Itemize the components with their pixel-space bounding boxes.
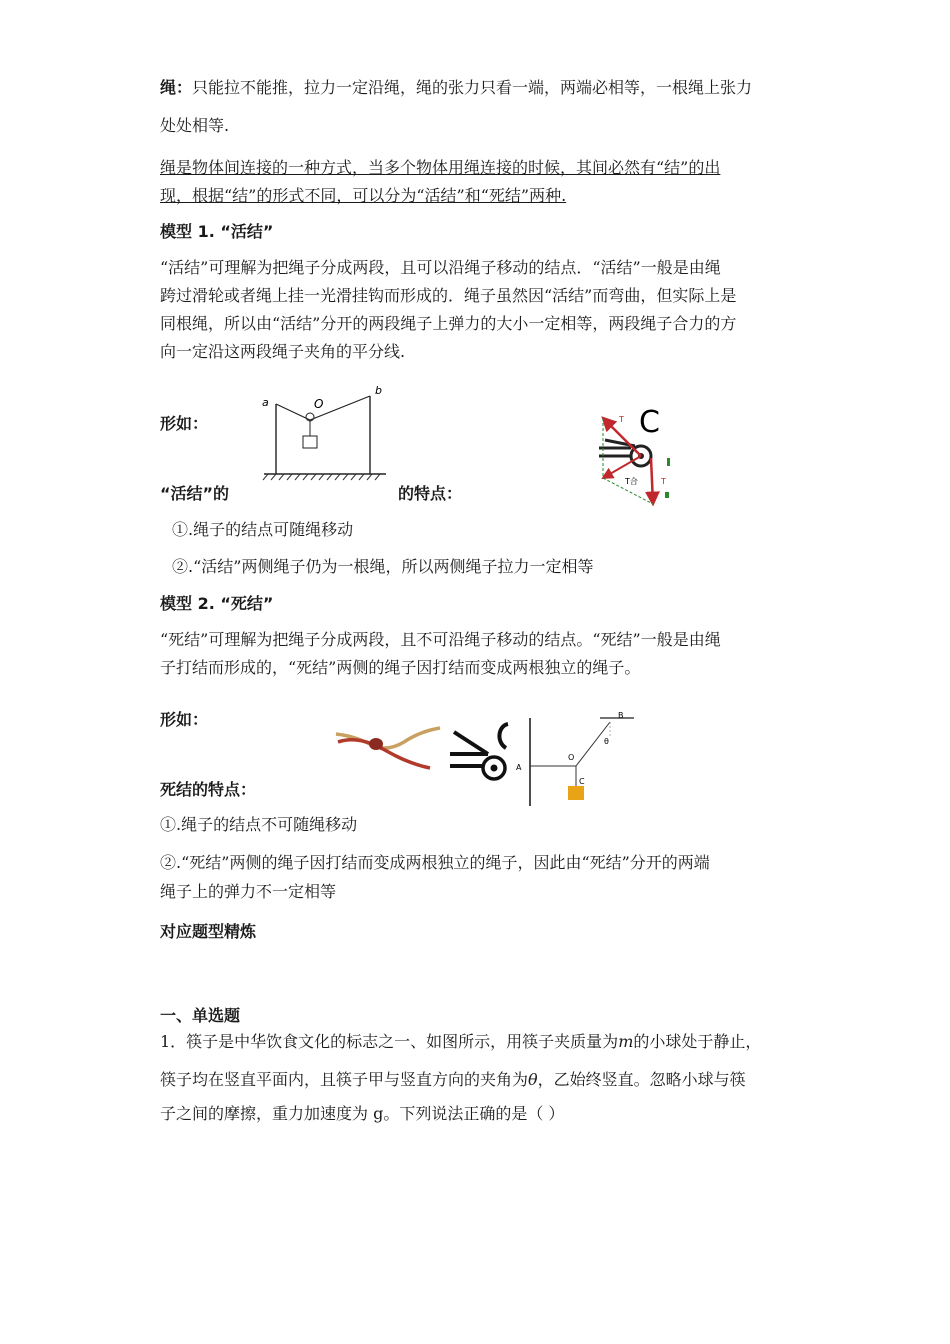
model2-para-2: 子打结而形成的，“死结”两侧的绳子因打结而变成两根独立的绳子。	[160, 658, 641, 677]
model2-xingru: 形如：	[160, 710, 209, 729]
model2-features-title: 死结的特点：	[160, 780, 257, 799]
pulley-frame-figure	[258, 384, 388, 484]
fig5-label-o: O	[568, 753, 575, 762]
fig5-label-c: C	[579, 777, 585, 786]
intro-text-1: 只能拉不能推，拉力一定沿绳，绳的张力只看一端，两端必相等，一根绳上张力	[192, 78, 753, 97]
q1-text-2: 筷子均在竖直平面内，且筷子甲与竖直方向的夹角为	[160, 1070, 529, 1089]
model2-heading: 模型 2. “死结”	[160, 594, 274, 613]
pulley-fixed-figure	[450, 720, 512, 786]
q1-mass-var: m	[618, 1032, 634, 1051]
model1-item-2: ②.“活结”两侧绳子仍为一根绳，所以两侧绳子拉力一定相等	[172, 557, 594, 576]
rope-term: 绳：	[160, 78, 193, 97]
q1-text-1-end: 的小球处于静止，	[633, 1032, 762, 1051]
model1-para-4: 向一定沿这两段绳子夹角的平分线.	[160, 342, 406, 361]
model1-item-1: ①.绳子的结点可随绳移动	[172, 520, 354, 539]
wall-rope-box-figure	[512, 712, 634, 808]
fig2-label-t2: T	[661, 477, 666, 486]
q1-text-1: 1．筷子是中华饮食文化的标志之一、如图所示，用筷子夹质量为	[160, 1032, 619, 1051]
practice-title: 对应题型精炼	[160, 922, 257, 941]
model1-para-1: “活结”可理解为把绳子分成两段，且可以沿绳子移动的结点．“活结”一般是由绳	[160, 258, 721, 277]
fig1-label-a: a	[262, 396, 269, 409]
model1-para-2: 跨过滑轮或者绳上挂一光滑挂钩而形成的．绳子虽然因“活结”而弯曲，但实际上是	[160, 286, 737, 305]
fig2-label-c: C	[639, 405, 660, 440]
fig1-label-b: b	[375, 384, 382, 397]
model1-xingru: 形如：	[160, 414, 209, 433]
knotted-rope-figure	[334, 722, 442, 770]
model1-heading: 模型 1. “活结”	[160, 222, 274, 241]
intro-line-1	[160, 78, 752, 98]
intro-line-2: 处处相等.	[160, 116, 230, 135]
model2-para-1: “死结”可理解为把绳子分成两段，且不可沿绳子移动的结点。“死结”一般是由绳	[160, 630, 721, 649]
model1-feature-a: “活结”的	[160, 484, 230, 503]
q1-line-2	[160, 1070, 746, 1090]
q1-theta-var: θ	[528, 1070, 538, 1089]
q1-text-2-end: ，乙始终竖直。忽略小球与筷	[537, 1070, 746, 1089]
model2-item-2b: 绳子上的弹力不一定相等	[160, 882, 337, 901]
fig2-label-t1: T	[619, 415, 624, 424]
fig5-label-a: A	[516, 763, 522, 772]
model2-item-2a: ②.“死结”两侧的绳子因打结而变成两根独立的绳子，因此由“死结”分开的两端	[160, 853, 710, 872]
model1-feature-b: 的特点：	[398, 484, 463, 503]
intro-underlined-1: 绳是物体间连接的一种方式，当多个物体用绳连接的时候，其间必然有“结”的出	[160, 158, 721, 177]
fig1-label-o: O	[314, 397, 324, 411]
q1-line-1	[160, 1032, 761, 1052]
q1-line-3: 子之间的摩擦，重力加速度为 g。下列说法正确的是（ ）	[160, 1104, 565, 1123]
intro-underlined-2: 现，根据“结”的形式不同，可以分为“活结”和“死结”两种.	[160, 186, 567, 205]
pulley-force-figure	[595, 400, 675, 510]
fig2-label-tsum: T合	[625, 477, 638, 486]
fig5-label-theta: θ	[604, 737, 609, 746]
model1-para-3: 同根绳，所以由“活结”分开的两段绳子上弹力的大小一定相等，两段绳子合力的方	[160, 314, 737, 333]
fig5-label-b: B	[618, 711, 624, 720]
model2-item-1: ①.绳子的结点不可随绳移动	[160, 815, 358, 834]
section-title: 一、单选题	[160, 1006, 241, 1025]
